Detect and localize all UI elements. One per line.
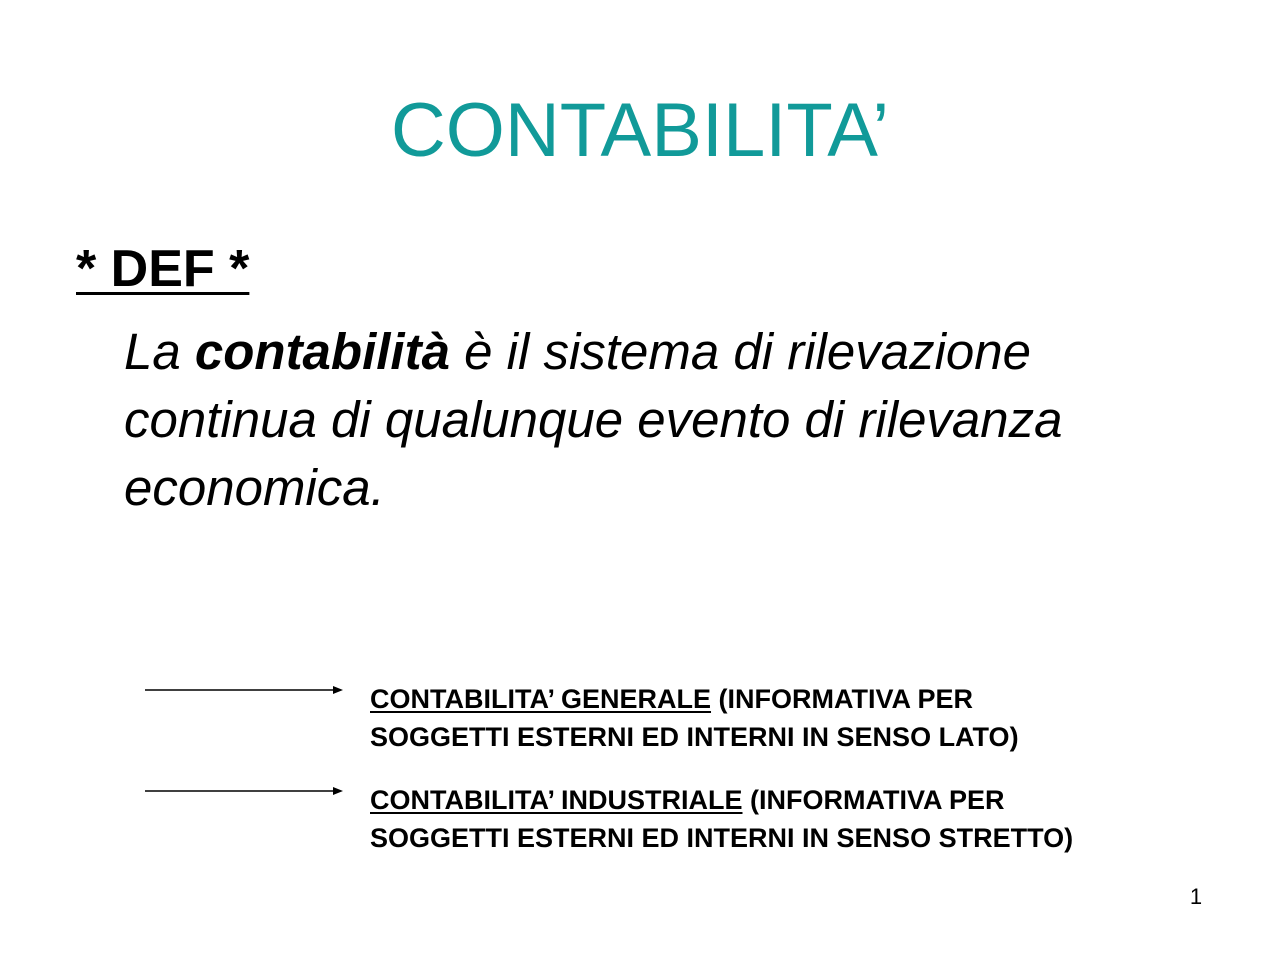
page-number: 1 [1189,884,1203,909]
list-item-line-1 [370,680,1250,718]
list-item-description-start: (INFORMATIVA PER [711,684,973,714]
definition-line-1 [124,318,1244,386]
right-arrow-icon [145,684,345,696]
definition-line-2: continua di qualunque evento di rilevanza [124,391,1063,448]
list-item-line-2: SOGGETTI ESTERNI ED INTERNI IN SENSO LATO) [370,722,1019,752]
definition-keyword: contabilità [194,323,450,380]
definition-line-3: economica. [124,459,385,516]
list-item-term: CONTABILITA’ GENERALE [370,684,712,714]
right-arrow-icon [145,785,345,797]
definition-line-1-prefix: La [124,323,195,380]
list-item-contabilita-generale [370,680,1250,756]
list-item-contabilita-industriale [370,781,1250,857]
definition-text [124,318,1244,522]
slide-title: CONTABILITA’ [390,88,890,173]
definition-heading: * DEF * [76,240,250,298]
list-item-line-1 [370,781,1250,819]
list-item-description-start: (INFORMATIVA PER [742,785,1005,815]
list-item-term: CONTABILITA’ INDUSTRIALE [370,785,743,815]
definition-line-1-suffix: è il sistema di rilevazione [449,323,1032,380]
list-item-line-2: SOGGETTI ESTERNI ED INTERNI IN SENSO STRETTO) [370,823,1074,853]
